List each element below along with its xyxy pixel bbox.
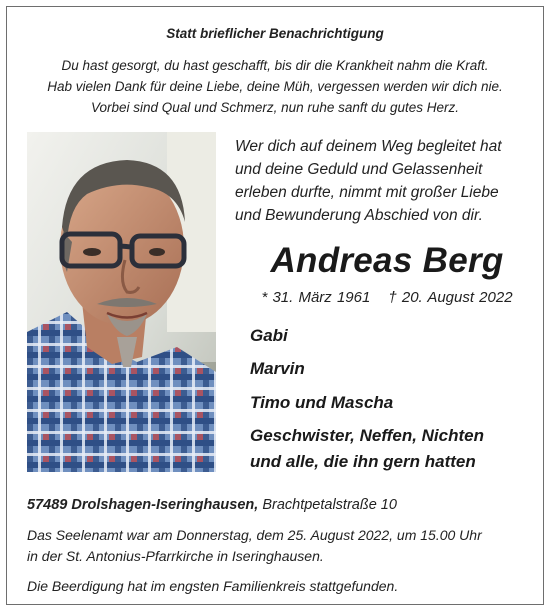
portrait-photo bbox=[27, 132, 216, 472]
mourner-name: Timo und Mascha bbox=[250, 393, 394, 412]
obituary-notice bbox=[6, 6, 544, 605]
quote-line: und Bewunderung Abschied von dir. bbox=[235, 207, 483, 224]
poem-line: Vorbei sind Qual und Schmerz, nun ruhe sanft du gutes Herz. bbox=[91, 100, 459, 115]
quote-line: erleben durfte, nimmt mit großer Liebe bbox=[235, 184, 499, 201]
mourner-group bbox=[250, 423, 545, 475]
burial-info: Die Beerdigung hat im engsten Familienkreis stattgefunden. bbox=[27, 578, 399, 594]
family-address bbox=[27, 497, 537, 513]
portrait-illustration bbox=[27, 132, 216, 472]
poem-line: Hab vielen Dank für deine Liebe, deine Müh, vergessen werden wir dich nie. bbox=[47, 79, 503, 94]
address-town: 57489 Drolshagen-Iseringhausen, bbox=[27, 497, 259, 513]
mourner-name: Marvin bbox=[250, 359, 305, 378]
quote-line: und deine Geduld und Gelassenheit bbox=[235, 161, 483, 178]
deceased-name: Andreas Berg bbox=[270, 241, 504, 280]
mourner-name: Gabi bbox=[250, 326, 288, 345]
mourner-name: Geschwister, Neffen, Nichten bbox=[250, 426, 484, 445]
notice-heading: Statt brieflicher Benachrichtigung bbox=[166, 26, 384, 41]
life-dates bbox=[223, 289, 550, 306]
poem-line: Du hast gesorgt, du hast geschafft, bis dir die Krankheit nahm die Kraft. bbox=[61, 58, 489, 73]
service-line: in der St. Antonius-Pfarrkirche in Iseringhausen. bbox=[27, 548, 324, 564]
death-date: † 20. August 2022 bbox=[388, 289, 513, 306]
mourner-name: und alle, die ihn gern hatten bbox=[250, 452, 476, 471]
service-info bbox=[27, 525, 542, 567]
birth-date: * 31. März 1961 bbox=[261, 289, 371, 306]
quote-line: Wer dich auf deinem Weg begleitet hat bbox=[235, 138, 502, 155]
address-street: Brachtpetalstraße 10 bbox=[262, 497, 397, 513]
farewell-quote bbox=[235, 135, 535, 227]
service-line: Das Seelenamt war am Donnerstag, dem 25. August 2022, um 15.00 Uhr bbox=[27, 527, 482, 543]
poem bbox=[7, 55, 543, 118]
